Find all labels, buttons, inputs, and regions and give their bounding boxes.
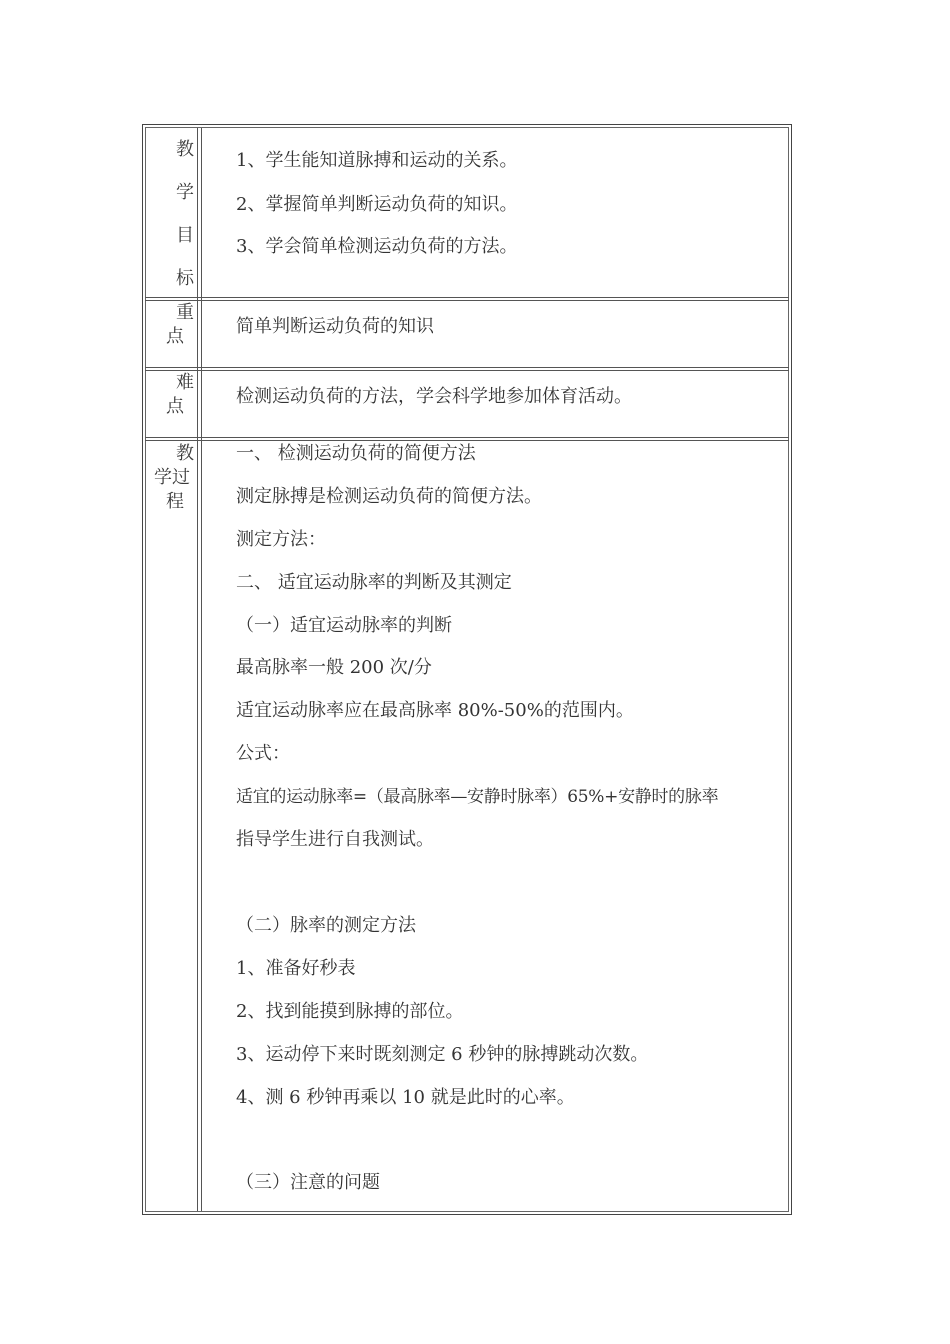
process-line: 指导学生进行自我测试。 [236,829,434,850]
key-point-label-top: 重 [176,302,194,323]
process-label-line: 学过 [154,467,190,488]
process-subheading: （二）脉率的测定方法 [236,915,416,936]
formula-line: 适宜的运动脉率=（最高脉率—安静时脉率）65%+安静时的脉率 [236,787,719,807]
lesson-plan-table [142,124,792,1215]
process-line: 3、运动停下来时既刻测定 6 秒钟的脉搏跳动次数。 [236,1044,649,1065]
process-line: 4、测 6 秒钟再乘以 10 就是此时的心率。 [236,1087,575,1108]
process-label [146,442,196,514]
process-heading: 二、 适宜运动脉率的判断及其测定 [236,572,512,593]
objectives-label-char: 教 [176,139,194,160]
difficulty-text: 检测运动负荷的方法，学会科学地参加体育活动。 [236,386,632,407]
process-line: 适宜运动脉率应在最高脉率 80%-50%的范围内。 [236,700,634,721]
process-line: 公式： [236,743,290,764]
key-point-label-bottom: 点 [166,326,184,347]
objectives-label-char: 学 [176,182,194,203]
process-line: 1、准备好秒表 [236,958,356,979]
difficulty-label [146,371,196,419]
key-point-text: 简单判断运动负荷的知识 [236,316,434,337]
difficulty-label-top: 难 [176,372,194,393]
difficulty-label-bottom: 点 [166,396,184,417]
process-line: 测定脉搏是检测运动负荷的简便方法。 [236,486,542,507]
objective-item: 2、掌握简单判断运动负荷的知识。 [236,194,518,215]
objectives-label-char: 标 [176,268,194,289]
objective-item: 3、学会简单检测运动负荷的方法。 [236,236,518,257]
row-divider [145,367,789,371]
objective-item: 1、学生能知道脉搏和运动的关系。 [236,150,518,171]
row-divider [145,437,789,441]
process-heading: 一、 检测运动负荷的简便方法 [236,443,476,464]
key-point-label [146,301,196,349]
column-divider [197,128,202,1211]
process-subheading: （三）注意的问题 [236,1172,380,1193]
process-label-line: 教 [176,443,194,464]
process-line: 最高脉率一般 200 次/分 [236,657,432,678]
process-subheading: （一）适宜运动脉率的判断 [236,615,452,636]
row-divider [145,297,789,301]
process-label-line: 程 [166,491,184,512]
process-line: 2、找到能摸到脉搏的部位。 [236,1001,464,1022]
process-line: 测定方法： [236,529,326,550]
objectives-label-char: 目 [176,225,194,246]
objectives-label [146,128,196,300]
